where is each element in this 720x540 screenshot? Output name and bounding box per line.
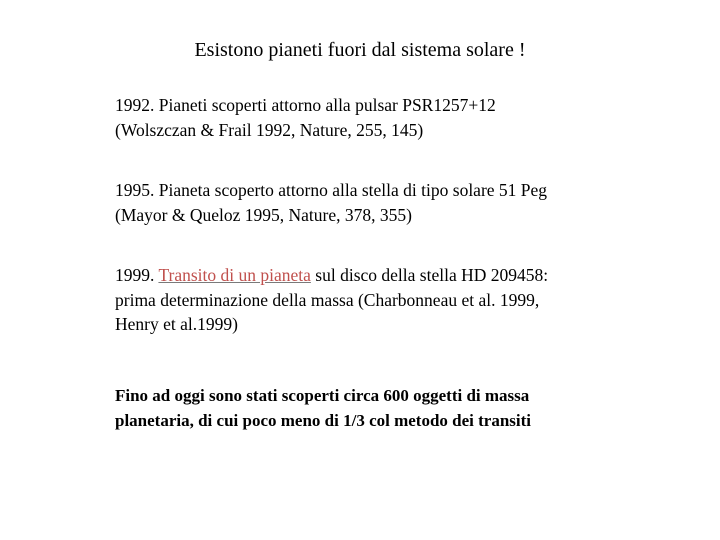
item-1999-prefix: 1999. [115, 265, 159, 285]
item-1995-text: 1995. Pianeta scoperto attorno alla stella di tipo solare 51 Peg [115, 180, 548, 200]
item-1995 [115, 178, 705, 227]
summary-block [115, 383, 705, 433]
item-1999-suffix: sul disco della stella HD 209458: [310, 265, 549, 285]
summary-line-2: planetaria, di cui poco meno di 1/3 col metodo dei transiti [115, 411, 532, 430]
item-1992-text: 1992. Pianeti scoperti attorno alla pulsar PSR1257+12 [115, 95, 496, 115]
item-1999-second-line: prima determinazione della massa (Charbonneau et al. 1999, [115, 289, 540, 310]
item-1999 [115, 263, 705, 337]
item-1992 [115, 93, 705, 142]
item-1995-reference: (Mayor & Queloz 1995, Nature, 378, 355) [115, 204, 412, 225]
slide-title: Esistono pianeti fuori dal sistema solare ! [194, 39, 526, 61]
item-1999-third-line: Henry et al.1999) [115, 314, 238, 334]
summary-line-1: Fino ad oggi sono stati scoperti circa 600 oggetti di massa [115, 386, 530, 405]
item-1992-reference: (Wolszczan & Frail 1992, Nature, 255, 145) [115, 119, 424, 140]
transit-link[interactable]: Transito di un pianeta [158, 265, 311, 285]
item-1999-first-line [115, 263, 705, 288]
